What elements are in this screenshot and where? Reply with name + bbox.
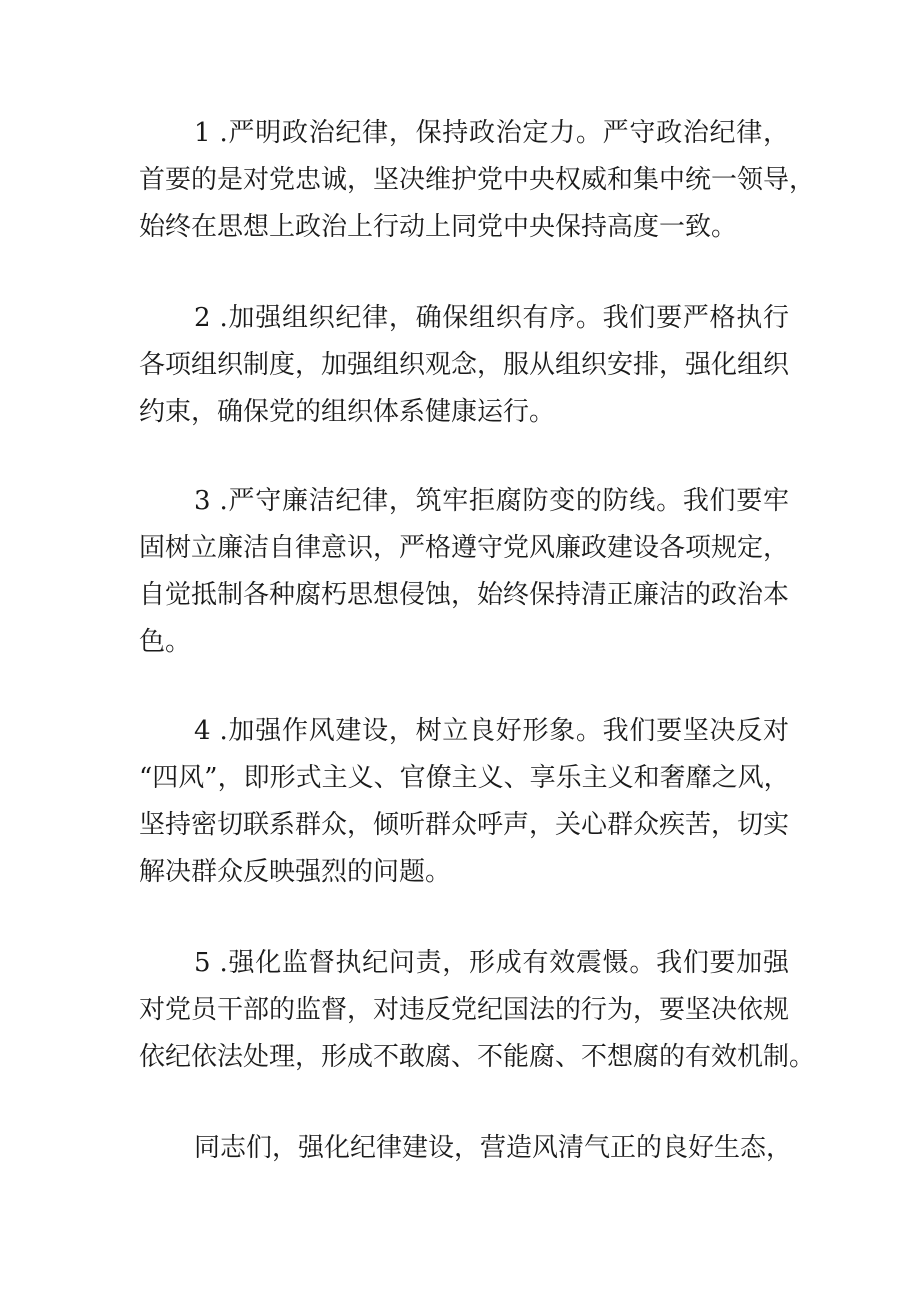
paragraph-line: 2 .加强组织纪律，确保组织有序。我们要严格执行 bbox=[194, 303, 789, 333]
paragraph-line: 依纪依法处理，形成不敢腐、不能腐、不想腐的有效机制。 bbox=[139, 1042, 816, 1072]
paragraph-line: 始终在思想上政治上行动上同党中央保持高度一致。 bbox=[139, 212, 738, 242]
paragraph-2 bbox=[139, 295, 789, 436]
paragraph-line: “四风”，即形式主义、官僚主义、享乐主义和奢靡之风， bbox=[139, 763, 790, 793]
paragraph-line: 对党员干部的监督，对违反党纪国法的行为，要坚决依规 bbox=[139, 995, 790, 1025]
paragraph-4 bbox=[139, 708, 789, 896]
paragraph-line: 4 .加强作风建设，树立良好形象。我们要坚决反对 bbox=[194, 716, 789, 746]
paragraph-line: 3 .严守廉洁纪律，筑牢拒腐防变的防线。我们要牢 bbox=[194, 486, 789, 516]
paragraph-line: 自觉抵制各种腐朽思想侵蚀，始终保持清正廉洁的政治本 bbox=[139, 580, 790, 610]
paragraph-line: 5 .强化监督执纪问责，形成有效震慑。我们要加强 bbox=[194, 948, 789, 978]
paragraph-line: 约束，确保党的组织体系健康运行。 bbox=[139, 397, 556, 427]
paragraph-line: 色。 bbox=[139, 627, 192, 657]
paragraph-line: 坚持密切联系群众，倾听群众呼声，关心群众疾苦，切实 bbox=[139, 810, 790, 840]
paragraph-6 bbox=[139, 1125, 793, 1172]
paragraph-5 bbox=[139, 940, 816, 1081]
paragraph-1 bbox=[139, 110, 816, 251]
paragraph-line: 各项组织制度，加强组织观念，服从组织安排，强化组织 bbox=[139, 350, 790, 380]
paragraph-line: 首要的是对党忠诚，坚决维护党中央权威和集中统一领导， bbox=[139, 165, 816, 195]
paragraph-line: 解决群众反映强烈的问题。 bbox=[139, 857, 452, 887]
paragraph-line: 1 .严明政治纪律，保持政治定力。严守政治纪律， bbox=[194, 118, 789, 148]
paragraph-3 bbox=[139, 478, 789, 666]
paragraph-line: 固树立廉洁自律意识，严格遵守党风廉政建设各项规定， bbox=[139, 533, 790, 563]
paragraph-line: 同志们，强化纪律建设，营造风清气正的良好生态， bbox=[194, 1133, 793, 1163]
